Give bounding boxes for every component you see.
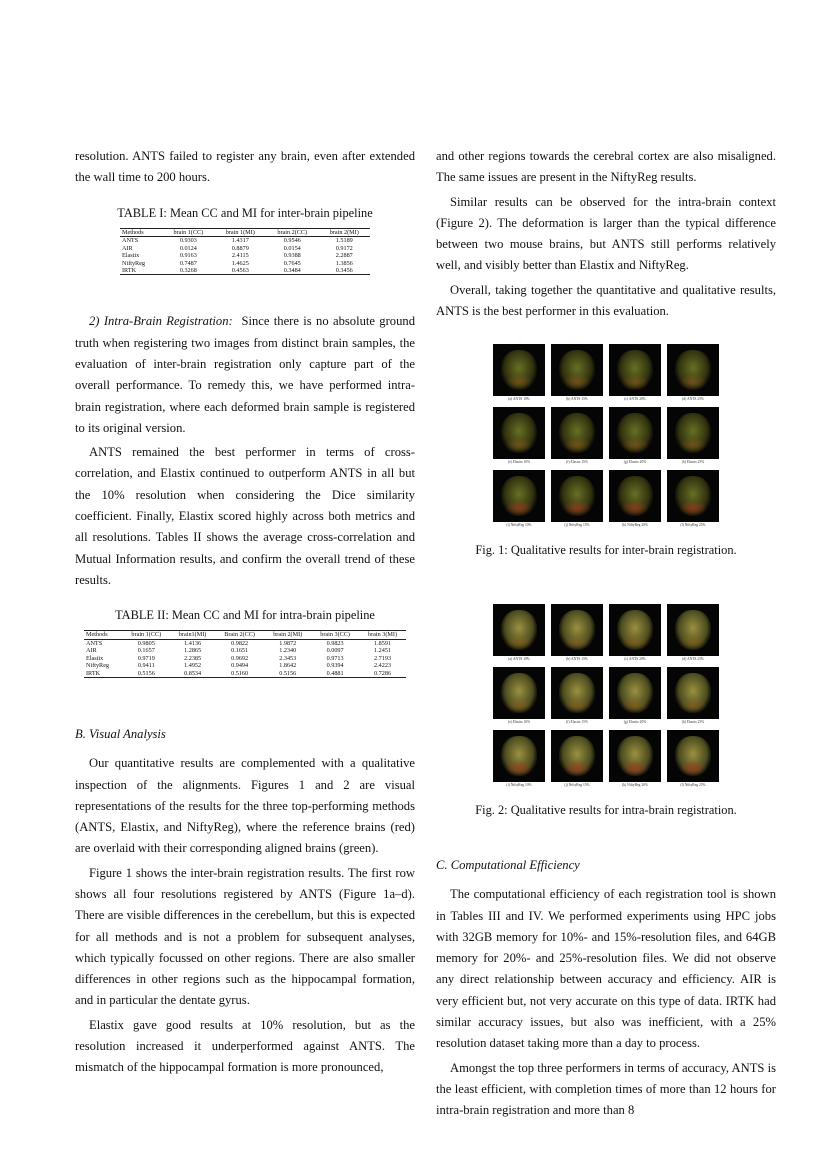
figure-panel [551, 730, 603, 788]
paragraph [75, 311, 415, 439]
table-cell: 0.0097 [326, 647, 344, 655]
figure-panel [667, 604, 719, 662]
figure-panel [609, 667, 661, 725]
subfigure-caption: (e) Elastix 10% [507, 460, 531, 465]
table-cell: 0.9805 [137, 639, 155, 647]
brain-overlay-image [551, 470, 603, 522]
table-header-cell: brain 3(CC) [320, 631, 350, 639]
table-cell: ANTS [86, 639, 103, 647]
table-cell: NiftyReg [86, 662, 110, 670]
table-row [120, 252, 370, 259]
paragraph: Our quantitative results are complemented with a qualitative inspection of the alignments. Figures 1 and 2 are visual representations of the results for the three top-performing methods (ANTS, Elastix, and NiftyReg), where the reference brains (red) are overlaid with their corresponding aligned brains (green). [75, 756, 415, 856]
subfigure-caption: (i) NiftyReg 10% [506, 782, 532, 787]
table-cell: 2.2385 [184, 654, 202, 662]
figure-panel [609, 344, 661, 402]
table-cell: 1.2451 [374, 647, 392, 655]
table-cell: NiftyReg [122, 259, 146, 267]
table-cell: 1.8591 [374, 639, 392, 647]
table-cell: 0.9172 [335, 244, 353, 252]
subfigure-caption: (c) ANTS 20% [624, 397, 646, 402]
subfigure-caption: (b) ANTS 15% [566, 656, 588, 661]
table-row [84, 662, 406, 669]
table-cell: 0.9394 [326, 662, 344, 670]
table-cell: 0.9692 [231, 654, 249, 662]
subfigure-caption: (l) NiftyReg 25% [680, 523, 706, 528]
table-cell: 2.7193 [374, 654, 392, 662]
table-cell: ANTS [122, 237, 139, 245]
brain-overlay-image [551, 604, 603, 656]
paragraph: ANTS remained the best performer in terms of cross-correlation, and Elastix continued to outperform ANTS in all but the 10% resolution when considering the Dice similarity coefficient. Finally, Elastix scored highly across both metrics and all resolutions. Tables II shows the average cross-correlation and Mutual Information results, and confirm the overall trend of these results. [75, 445, 415, 587]
figure-panel [551, 470, 603, 528]
table-cell: 1.3856 [335, 259, 353, 267]
table-header-cell: brain 3(MI) [368, 631, 398, 639]
brain-overlay-image [493, 470, 545, 522]
table-cell: 0.9163 [179, 252, 197, 260]
table-cell: 1.2340 [279, 647, 297, 655]
paragraph: The computational efficiency of each registration tool is shown in Tables III and IV. We performed experiments using HPC jobs with 32GB memory for 10%- and 15%-resolution files, and 64GB memory for 20%- and 25%-resolution files. We did not observe any direct relationship between accuracy and efficiency. AIR is very efficient but, not very accurate on this type of data. IRTK had similar accuracy issues, but also was inefficient, with a 25% resolution dataset taking more than a day to process. [436, 887, 776, 1051]
figure-panel [493, 470, 545, 528]
subfigure-caption: (h) Elastix 25% [681, 460, 705, 465]
table-cell: 2.4115 [231, 252, 249, 260]
figure-1 [436, 344, 776, 561]
figure-panel [551, 604, 603, 662]
paragraph: and other regions towards the cerebral cortex are also misaligned. The same issues are present in the NiftyReg results. [436, 149, 776, 185]
table-row [120, 237, 370, 245]
figure-panel [667, 407, 719, 465]
table-cell: 0.8879 [231, 244, 249, 252]
brain-overlay-image [609, 470, 661, 522]
table-header-cell: brain 1(CC) [173, 228, 204, 236]
table-header-cell: brain 2(MI) [273, 631, 303, 639]
subfigure-caption: (d) ANTS 25% [682, 397, 704, 402]
table-cell: 2.4223 [374, 662, 392, 670]
subfigure-caption: (i) NiftyReg 10% [506, 523, 532, 528]
table-cell: 0.5160 [231, 669, 249, 677]
table-1 [120, 228, 370, 275]
table-header-cell: brain 1(CC) [131, 631, 162, 639]
table-cell: 0.0154 [283, 244, 301, 252]
figure-panel [667, 730, 719, 788]
table-header-cell: Methods [122, 228, 144, 236]
subfigure-caption: (k) NiftyReg 20% [622, 523, 648, 528]
paragraph: Amongst the top three performers in terms of accuracy, ANTS is the least efficient, with completion times of more than 12 hours for intra-brain registration and more than 8 [436, 1060, 776, 1118]
brain-overlay-image [609, 344, 661, 396]
table-cell: AIR [122, 244, 133, 252]
brain-overlay-image [493, 667, 545, 719]
figure-panel [551, 344, 603, 402]
figure-panel [609, 407, 661, 465]
table-cell: 1.4625 [231, 259, 249, 267]
section-title: C. Computational Efficiency [436, 857, 580, 872]
brain-overlay-image [551, 730, 603, 782]
table-cell: 0.3268 [179, 266, 197, 274]
subfigure-caption: (j) NiftyReg 15% [564, 523, 590, 528]
table-cell: 0.9303 [179, 237, 197, 245]
table-2 [84, 630, 406, 677]
brain-overlay-image [551, 667, 603, 719]
table-cell: 1.9872 [279, 639, 297, 647]
table-cell: 0.9719 [137, 654, 155, 662]
brain-overlay-image [667, 667, 719, 719]
table-cell: 0.1651 [231, 647, 249, 655]
figure-panel [493, 730, 545, 788]
table-cell: 2.2887 [335, 252, 353, 260]
brain-overlay-image [493, 407, 545, 459]
table-row [84, 670, 406, 678]
table-cell: 0.9823 [326, 639, 344, 647]
figure-2 [436, 604, 776, 821]
table-cell: 0.9822 [231, 639, 249, 647]
brain-overlay-image [667, 407, 719, 459]
table-row [84, 647, 406, 654]
subfigure-caption: (g) Elastix 20% [623, 460, 647, 465]
table-row [120, 245, 370, 252]
table-cell: 0.5156 [137, 669, 155, 677]
brain-overlay-image [667, 470, 719, 522]
figure-panel [667, 667, 719, 725]
subsection-title: 2) Intra-Brain Registration: [89, 314, 233, 329]
brain-overlay-image [493, 344, 545, 396]
subfigure-caption: (l) NiftyReg 25% [680, 782, 706, 787]
subfigure-caption: (a) ANTS 10% [508, 656, 530, 661]
table-cell: 0.3456 [335, 266, 353, 274]
subfigure-caption: (e) Elastix 10% [507, 719, 531, 724]
subfigure-caption: (g) Elastix 20% [623, 719, 647, 724]
table-cell: 1.4952 [184, 662, 202, 670]
table-cell: 1.4317 [231, 237, 249, 245]
figure-1-caption: Fig. 1: Qualitative results for inter-brain registration. [475, 543, 737, 558]
subfigure-caption: (a) ANTS 10% [508, 397, 530, 402]
brain-overlay-image [667, 344, 719, 396]
figure-panel [609, 604, 661, 662]
table-cell: 0.7645 [283, 259, 301, 267]
brain-overlay-image [667, 730, 719, 782]
figure-panel [551, 667, 603, 725]
subfigure-caption: (c) ANTS 20% [624, 656, 646, 661]
table-header-cell: Methods [86, 631, 108, 639]
table-cell: 1.8642 [279, 662, 297, 670]
brain-overlay-image [609, 667, 661, 719]
table-cell: Elastix [122, 252, 140, 260]
table-row [84, 639, 406, 647]
figure-panel [551, 407, 603, 465]
table-row [120, 267, 370, 275]
subfigure-caption: (j) NiftyReg 15% [564, 782, 590, 787]
table-header-cell: Brain 2(CC) [224, 631, 255, 639]
table-cell: 0.7286 [374, 669, 392, 677]
table-cell: 0.7487 [179, 259, 197, 267]
subfigure-caption: (d) ANTS 25% [682, 656, 704, 661]
figure-2-caption: Fig. 2: Qualitative results for intra-brain registration. [475, 802, 737, 817]
paragraph: Elastix gave good results at 10% resolution, but as the resolution increased it underperformed against ANTS. The mismatch of the hippocampal formation is more pronounced, [75, 1017, 415, 1075]
table-cell: IRTK [86, 669, 101, 677]
table-row [84, 655, 406, 662]
table-header-cell: brain1(MI) [178, 631, 207, 639]
table-cell: 0.0124 [179, 244, 197, 252]
table-header-cell: brain 1(MI) [225, 228, 255, 236]
table-cell: 1.5189 [335, 237, 353, 245]
table-header-cell: brain 2(CC) [277, 228, 308, 236]
table-cell: AIR [86, 647, 97, 655]
subfigure-caption: (b) ANTS 15% [566, 397, 588, 402]
brain-overlay-image [609, 730, 661, 782]
subfigure-caption: (h) Elastix 25% [681, 719, 705, 724]
figure-panel [493, 667, 545, 725]
brain-overlay-image [609, 407, 661, 459]
left-column [75, 146, 415, 1079]
brain-overlay-image [493, 730, 545, 782]
table-cell: IRTK [122, 266, 137, 274]
brain-overlay-image [609, 604, 661, 656]
right-column [436, 146, 776, 1122]
table-cell: 0.3484 [283, 266, 301, 274]
table-cell: 0.4563 [231, 266, 249, 274]
figure-panel [667, 344, 719, 402]
table-cell: 1.4136 [184, 639, 202, 647]
table-cell: Elastix [86, 654, 104, 662]
figure-panel [609, 730, 661, 788]
paragraph: Overall, taking together the quantitative and qualitative results, ANTS is the best performer in this evaluation. [436, 282, 776, 319]
figure-panel [667, 470, 719, 528]
table-cell: 0.9388 [283, 252, 301, 260]
table-1-caption: TABLE I: Mean CC and MI for inter-brain pipeline [117, 205, 373, 220]
figure-panel [493, 407, 545, 465]
table-cell: 0.1657 [137, 647, 155, 655]
table-cell: 0.8534 [184, 669, 202, 677]
table-cell: 1.2865 [184, 647, 202, 655]
table-cell: 2.3453 [279, 654, 297, 662]
table-cell: 0.9494 [231, 662, 249, 670]
brain-overlay-image [493, 604, 545, 656]
table-cell: 0.9411 [137, 662, 155, 670]
paragraph: Figure 1 shows the inter-brain registration results. The first row shows all four resolutions registered by ANTS (Figure 1a–d). There are visible differences in the cerebellum, but this is expected for all methods and is not a problem for subsequent analyses, which typically focussed on other regions. There are also smaller differences in other regions such as the hippocampal formation, and in particular the dentate gyrus. [75, 865, 415, 1008]
figure-panel [493, 344, 545, 402]
paragraph: Similar results can be observed for the intra-brain context (Figure 2). The deformation is larger than the typical difference between two mouse brains, but ANTS still performs relatively well, and visibly better than Elastix and NiftyReg. [436, 194, 776, 273]
table-2-caption: TABLE II: Mean CC and MI for intra-brain pipeline [115, 608, 375, 623]
table-cell: 0.9713 [326, 654, 344, 662]
brain-overlay-image [667, 604, 719, 656]
section-title: B. Visual Analysis [75, 726, 166, 741]
paragraph: resolution. ANTS failed to register any brain, even after extended the wall time to 200 hours. [75, 149, 415, 185]
table-row [120, 260, 370, 267]
subfigure-caption: (f) Elastix 15% [566, 719, 588, 724]
subfigure-caption: (f) Elastix 15% [566, 460, 588, 465]
figure-panel [609, 470, 661, 528]
brain-overlay-image [551, 344, 603, 396]
subfigure-caption: (k) NiftyReg 20% [622, 782, 648, 787]
paragraph-text: Since there is no absolute ground truth when registering two images from distinct brain samples, the evaluation of inter-brain registration only capture part of the overall performance. To remedy this, we have performed intra-brain registration, where each deformed brain sample is registered to its original version. [75, 314, 415, 435]
table-cell: 0.5156 [279, 669, 297, 677]
figure-panel [493, 604, 545, 662]
table-header-cell: brain 2(MI) [329, 228, 359, 236]
table-cell: 0.9546 [283, 237, 301, 245]
brain-overlay-image [551, 407, 603, 459]
table-cell: 0.4881 [326, 669, 344, 677]
